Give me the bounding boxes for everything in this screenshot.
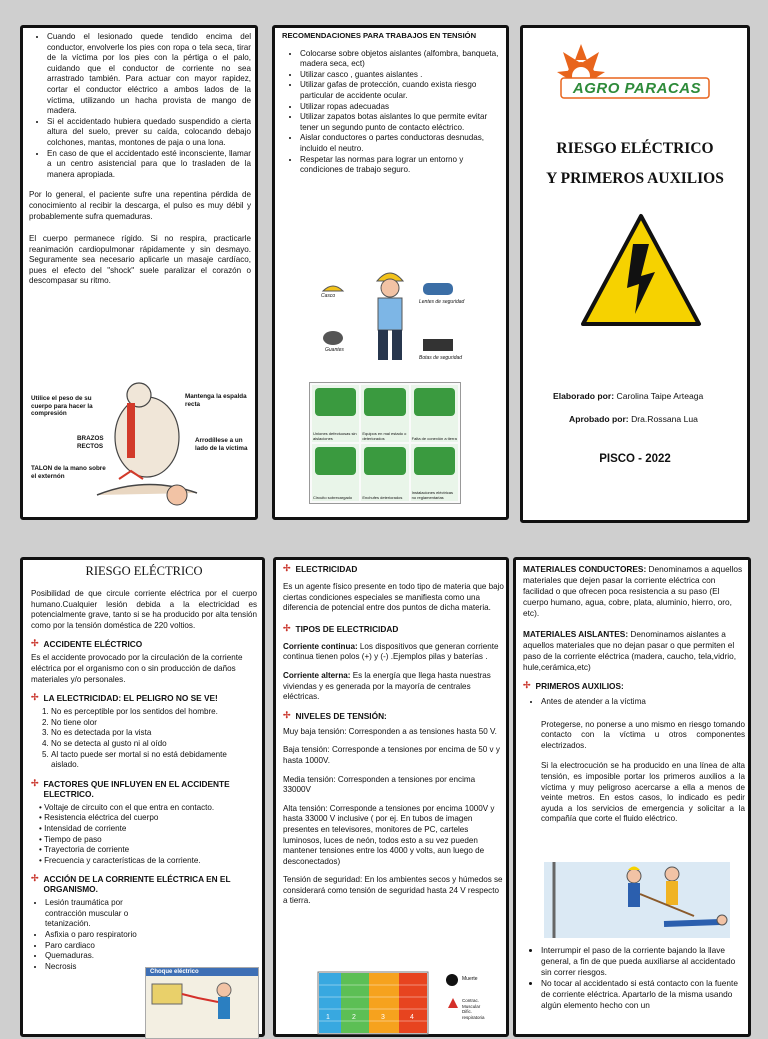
list-item: • Lesión traumática por contracción muscular o tetanización. [45, 898, 153, 930]
list-item: • Trayectoria de corriente [39, 845, 130, 855]
very-low-voltage: Muy baja tensión: Corresponden a as tensiones hasta 50 V. [283, 726, 497, 736]
section-title: RIESGO ELÉCTRICO [85, 564, 203, 578]
list-item: • Quemaduras. [45, 951, 153, 962]
list-item-text: Trayectoria de corriente [43, 845, 130, 855]
pin-icon: ✢ [523, 680, 531, 690]
list-item: • En caso de que el accidentado esté inconsciente, llamar a un centro asistencial para que lo trasladen de la manera apropiada. [47, 149, 251, 181]
first-aid-intro-list [523, 697, 745, 708]
rescue-scene-drawing [544, 862, 730, 938]
aprobado-value: Dra.Rossana Lua [631, 414, 698, 424]
panel-electrical-risk [20, 557, 265, 1037]
cpr-label-heel: TALON de la mano sobre el externón [31, 465, 106, 480]
ppe-label-glasses: Lentes de seguridad [419, 299, 465, 305]
list-item: • Utilizar casco , guantes aislantes . [300, 70, 504, 81]
high-voltage-warning-icon [581, 214, 701, 382]
hazard-icon [364, 447, 405, 475]
dc-label: Corriente continua: [283, 641, 358, 651]
list-item: • Interrumpir el paso de la corriente bajando la llave general, a fin de que pueda auxiliarse al accidentado sin correr riesgos. [541, 945, 745, 978]
section-heading [283, 711, 505, 721]
list-item: 5. Al tacto puede ser mortal si no está debidamente aislado. [51, 750, 257, 771]
effects-zones-drawing [302, 970, 488, 1034]
shock-scene-drawing [146, 976, 256, 1031]
list-item-text: Resistencia eléctrica del cuerpo [44, 813, 159, 823]
section-heading-label: ACCIÓN DE LA CORRIENTE ELÉCTRICA EN EL ORGANISMO. [43, 874, 231, 895]
list-item: • Utilizar gafas de protección, cuando exista riesgo particular de accidente ocular. [300, 80, 504, 101]
pin-icon: ✢ [31, 692, 39, 703]
hazard-caption: Circuito sobrecargado [313, 495, 353, 500]
list-item: • Si el accidentado hubiera quedado suspendido a cierta altura del suelo, prever su caída, colocando debajo colchones, mantas, montones de paja o una lona. [47, 117, 251, 149]
section-heading-label: NIVELES DE TENSIÓN: [295, 710, 387, 721]
safety-voltage: Tensión de seguridad: En los ambientes secos y húmedos se considerará como tensión de seguridad hasta 24 V respecto a tierra. [283, 875, 503, 906]
list-item-text: Tiempo de paso [43, 834, 102, 844]
section-heading [523, 681, 745, 691]
list-item: 2. No tiene olor [51, 718, 257, 729]
list-item-text: Intensidad de corriente [44, 823, 127, 833]
hazard-cell [361, 444, 408, 501]
ppe-label-helmet: Casco [321, 293, 336, 299]
ac-label: Corriente alterna: [283, 670, 351, 680]
ppe-label-gloves: Guantes [325, 347, 344, 353]
list-item: • Respetar las normas para lograr un entorno y condiciones de trabajo seguro. [300, 155, 504, 176]
high-voltage: Alta tensión: Corresponde a tensiones por encima 1000V y hasta 33000 V inclusive ( por ej. En tubos de imagen presentes en televisores, monitores de PC, carteles luminosos, luces de neón, todos esto a su vez pueden mantener tensiones entre los 4000 y volts, aun luego de desconectados) [283, 803, 495, 866]
panel-materials-first-aid [513, 557, 751, 1037]
hazard-icon [315, 388, 356, 416]
low-voltage: Baja tensión: Corresponde a tensiones por encima de 50 v y hasta 1000V. [283, 745, 500, 765]
cpr-label-weight: Utilice el peso de su cuerpo para hacer la compresión [31, 395, 93, 417]
list-item: • Paro cardiaco [45, 941, 153, 952]
cpr-label-arms: BRAZOS RECTOS [77, 435, 104, 450]
intro-paragraph: Posibilidad de que circule corriente eléctrica por el cuerpo humano.Cualquier lesión debida a la electricidad es potencialmente grave, tanto si se ha producido por alta tensión como por la tensión doméstica de 220 voltios. [31, 589, 257, 630]
rescue-steps-list [29, 32, 251, 180]
hazard-icon [414, 388, 455, 416]
pin-icon: ✢ [283, 622, 291, 633]
list-item: • Antes de atender a la víctima [541, 697, 745, 708]
hazard-cell [312, 444, 359, 501]
list-item: • Tiempo de paso [39, 834, 102, 844]
list-item-text: Frecuencia y características de la corriente. [44, 855, 201, 865]
section-heading [283, 564, 505, 574]
zone-label: 3 [381, 1014, 385, 1021]
zone-label: 2 [352, 1014, 356, 1021]
cpr-label-kneel: Arrodíllese a un lado de la víctima [195, 437, 248, 452]
pin-icon: ✢ [31, 873, 39, 884]
shock-image-caption: Choque eléctrico [146, 968, 258, 976]
list-item: • Intensidad de corriente [39, 823, 127, 833]
zone-label: 4 [410, 1014, 414, 1021]
list-item: • Utilizar ropas adecuadas [300, 102, 504, 113]
hazard-icon [414, 447, 455, 475]
aprobado-line [569, 414, 698, 424]
hazard-caption: Instalaciones eléctricas no reglamentarias [411, 490, 454, 500]
hazard-icon [364, 388, 405, 416]
hazard-caption: Enchufes deteriorados [362, 495, 403, 500]
cover-title-line2: Y PRIMEROS AUXILIOS [546, 170, 724, 187]
list-item: • Necrosis [45, 962, 153, 973]
line-rescue-illustration [544, 862, 730, 938]
section-heading [31, 779, 257, 799]
recommendations-list [282, 49, 504, 176]
section-heading-label: LA ELECTRICIDAD: EL PELIGRO NO SE VE! [43, 693, 218, 704]
aprobado-label: Aprobado por: [569, 414, 629, 424]
list-item-text: Voltaje de circuito con el que entra en contacto. [44, 802, 215, 812]
body-effects-list [31, 898, 153, 972]
electric-shock-illustration [145, 967, 259, 1039]
list-item: 1. No es perceptible por los sentidos del hombre. [51, 707, 257, 718]
list-item: • No tocar al accidentado si está contacto con la fuente de corriente eléctrica. Apartarlo de la misma usando algún elemento hecho con un [541, 978, 745, 1011]
list-item: • Colocarse sobre objetos aislantes (alfombra, banqueta, madera seca, ect) [300, 49, 504, 70]
chart-label-muscular: Contrac. Muscular Dific. respiratoria [462, 998, 485, 1020]
list-item: 3. No es detectada por la vista [51, 728, 257, 739]
cover-title-line1: RIESGO ELÉCTRICO [556, 140, 714, 157]
hazard-caption: Equipos en mal estado o deteriorados [362, 431, 407, 441]
list-item: • Frecuencia y características de la corriente. [39, 855, 201, 865]
panel-first-aid-procedures [20, 25, 258, 520]
electricity-definition: Es un agente físico presente en todo tipo de materia que bajo ciertas condiciones especiales se manifiesta como una diferencia de potencial entre dos puntos de dicha materia. [283, 582, 504, 613]
pin-icon: ✢ [283, 563, 291, 573]
hazard-cell [361, 385, 408, 442]
insulators-label: MATERIALES AISLANTES: [523, 629, 629, 639]
hazard-caption: Uniones defectuosas sin aislaciones [313, 431, 357, 441]
list-item: • Utilizar zapatos botas aislantes lo que permite evitar tener un segundo punto de contacto eléctrico. [300, 112, 504, 133]
protect-paragraph: Protegerse, no ponerse a uno mismo en riesgo tomando contacto con la víctima u otros componentes electrizados. [541, 719, 745, 750]
hazard-caption: Falta de conexión a tierra [411, 436, 457, 441]
section-heading [31, 693, 257, 703]
hazard-cell [411, 444, 458, 501]
section-heading [283, 624, 505, 634]
hazard-icon [315, 447, 356, 475]
section-paragraph: Es el accidente provocado por la circulación de la corriente eléctrica por el organismo con o sin producción de daños materiales y/o personales. [31, 653, 243, 684]
logo-text: AGRO PARACAS [572, 80, 702, 97]
ac-paragraph [283, 671, 505, 703]
panel-recommendations [272, 25, 509, 520]
insulators-text: Denominamos aislantes a aquellos materiales que no dejan pasar o que permiten el paso de la corriente eléctrica (madera, caucho, tela,vidrio, hule,cerámica,etc) [523, 629, 737, 672]
ppe-label-boots: Botas de seguridad [419, 355, 463, 361]
section-heading [31, 639, 257, 649]
ac-text: Es la energía que llega hasta nuestras viviendas y es generada por la mayoría de centrales eléctricas. [283, 670, 491, 702]
elaborado-line [553, 391, 703, 401]
list-item: • Cuando el lesionado quede tendido encima del conductor, envolverle los pies con ropa o tela seca, tirar de la víctima por los pies con la pértiga o el palo, cuidando que el conductor de corriente no sea arrastrado también. Para actuar con mayor rapidez, cortar el conductor eléctrico a ambos lados de la víctima, utilizando un hacha provista de mango de madera. [47, 32, 251, 117]
conductors-paragraph [523, 564, 745, 619]
hazard-cell [411, 385, 458, 442]
conductors-label: MATERIALES CONDUCTORES: [523, 564, 647, 574]
section-heading-label: TIPOS DE ELECTRICIDAD [295, 623, 399, 634]
insulators-paragraph [523, 629, 745, 673]
cpr-illustration [27, 375, 253, 515]
danger-list [31, 707, 257, 771]
list-item: • Asfixia o paro respiratorio [45, 930, 153, 941]
hazards-grid [309, 382, 461, 504]
dc-paragraph [283, 642, 505, 663]
section-heading-label: ACCIDENTE ELÉCTRICO [43, 639, 143, 650]
cover-footer: PISCO - 2022 [599, 453, 671, 465]
hazard-cell [312, 385, 359, 442]
first-aid-steps-list [523, 945, 745, 1011]
pin-icon: ✢ [31, 777, 39, 788]
list-item: • Aislar conductores o partes conductoras desnudas, incluido el neutro. [300, 133, 504, 154]
current-effects-chart [302, 970, 488, 1034]
pin-icon: ✢ [31, 638, 39, 649]
section-heading [31, 874, 257, 894]
unconscious-paragraph: Por lo general, el paciente sufre una repentina pérdida de conocimiento al recibir la descarga, el pulso es muy débil y probablemente sufra quemaduras. [29, 190, 251, 221]
section-heading-label: ELECTRICIDAD [295, 564, 358, 574]
list-item: • Resistencia eléctrica del cuerpo [39, 813, 159, 823]
agro-paracas-logo [553, 38, 713, 113]
cpr-paragraph: El cuerpo permanece rígido. Si no respira, practicarle reanimación cardiopulmonar rápidamente y sin desmayo. Seguramente sea necesario aplicarle un masaje cardíaco, pues el efecto del "shock" suele paralizar el corazón o descompasar su ritmo. [29, 234, 251, 286]
list-item: • Voltaje de circuito con el que entra en contacto. [39, 802, 215, 812]
sun-logo-icon [553, 38, 713, 113]
zone-label: 1 [326, 1014, 330, 1021]
panel-electricity [273, 557, 509, 1037]
elaborado-label: Elaborado por: [553, 391, 615, 401]
medium-voltage: Media tensión: Corresponden a tensiones por encima 33000V [283, 774, 476, 795]
panel-cover [520, 25, 750, 523]
recommendations-heading: RECOMENDACIONES PARA TRABAJOS EN TENSIÓN [282, 31, 477, 40]
chart-label-death: Muerte [462, 976, 478, 982]
list-item: 4. No se detecta al gusto ni al oído [51, 739, 257, 750]
factors-list [31, 803, 257, 867]
pin-icon: ✢ [283, 709, 291, 720]
ppe-illustration [315, 263, 465, 373]
elaborado-value: Carolina Taipe Arteaga [616, 391, 704, 401]
high-voltage-paragraph: Si la electrocución se ha producido en una línea de alta tensión, es imposible portar los primeros auxilios a la víctima y muy peligroso acercarse a ella a menos de veinte metros. En estos casos, lo indicado es pedir ayuda a los servicios de emergencia y solicitar a la compañía que corte el fluido eléctrico. [541, 761, 745, 824]
section-heading-label: PRIMEROS AUXILIOS: [535, 681, 624, 691]
cpr-label-back: Mantenga la espalda recta [185, 393, 247, 408]
section-heading-label: FACTORES QUE INFLUYEN EN EL ACCIDENTE ELECTRICO. [43, 778, 230, 799]
dc-text: Los dispositivos que generan corriente continua tienen polos (+) y (-) .Ejemplos pilas y baterías . [283, 641, 499, 662]
conductors-text: Denominamos a aquellos materiales que dejen pasar la corriente eléctrica con facilidad o que ofrecen poca resistencia a su paso (El cuerpo humano, agua, cobre, plata, aluminio, hierro, oro, etc). [523, 564, 743, 618]
